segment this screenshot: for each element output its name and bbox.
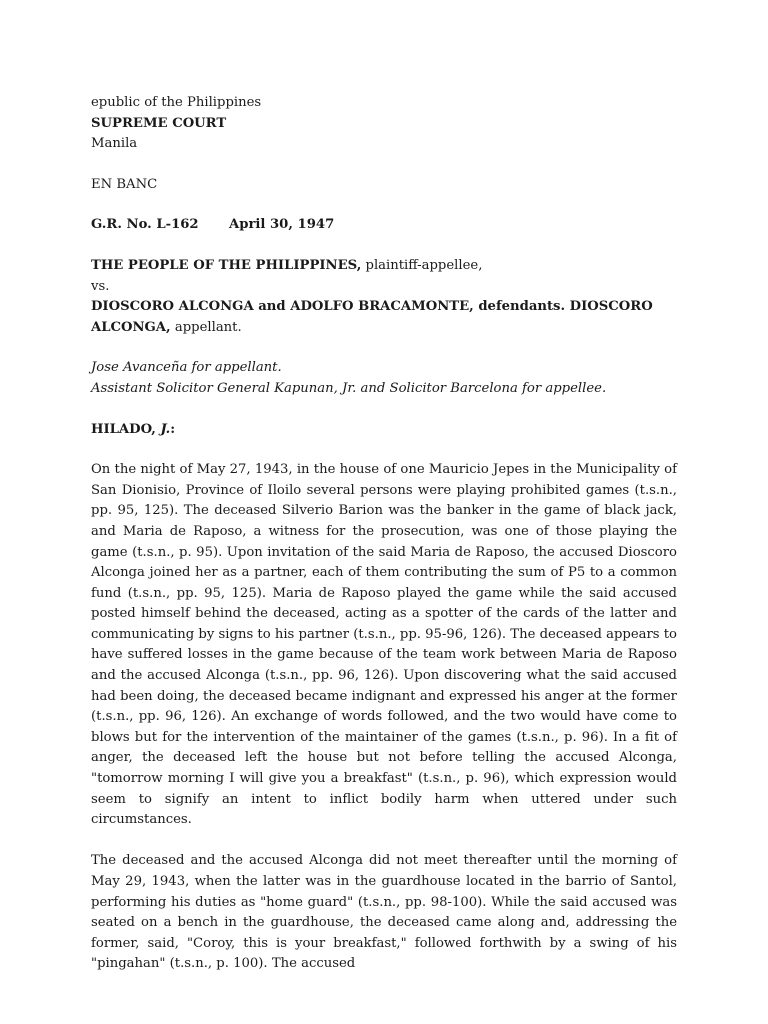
republic-heading: epublic of the Philippines bbox=[91, 95, 262, 110]
decision-document bbox=[91, 93, 677, 975]
spacer bbox=[91, 338, 677, 358]
plaintiff-role: plaintiff-appellee, bbox=[361, 257, 483, 273]
plaintiff-line bbox=[91, 256, 677, 277]
appellee-counsel: Assistant Solicitor General Kapunan, Jr. and Solicitor Barcelona for appellee. bbox=[91, 380, 607, 396]
defendants-name: DIOSCORO ALCONGA and ADOLFO BRACAMONTE, defendants. DIOSCORO ALCONGA, bbox=[91, 299, 653, 335]
decision-date: April 30, 1947 bbox=[229, 217, 335, 233]
appellant-counsel: Jose Avanceña for appellant. bbox=[91, 360, 282, 376]
spacer bbox=[91, 440, 677, 460]
ponente-name: HILADO, bbox=[91, 421, 161, 437]
defendants-role: appellant. bbox=[170, 319, 242, 335]
ponente-line bbox=[91, 420, 677, 441]
division-heading: EN BANC bbox=[91, 176, 158, 192]
body-paragraph: The deceased and the accused Alconga did not meet thereafter until the morning of May 29, 1943, when the latter was in the guardhouse located in the barrio of Santol, performing his duties as "home guard" (t.s.n., pp. 98-100). While the said accused was seated on a bench in the guardhouse, the deceased came along and, addressing the former, said, "Coroy, this is your breakfast," followed forthwith by a swing of his "pingahan" (t.s.n., p. 100). The accused bbox=[91, 853, 677, 972]
body-paragraph: On the night of May 27, 1943, in the house of one Mauricio Jepes in the Municipality of San Dionisio, Province of Iloilo several persons were playing prohibited games (t.s.n., pp. 95, 125). The deceased Silverio Barion was the banker in the game of black jack, and Maria de Raposo, a witness for the prosecution, was one of those playing the game (t.s.n., p. 95). Upon invitation of the said Maria de Raposo, the accused Dioscoro Alconga joined her as a partner, each of them contributing the sum of P5 to a common fund (t.s.n., pp. 95, 125). Maria de Raposo played the game while the said accused posted himself behind the deceased, acting as a spotter of the cards of the latter and communicating by signs to his partner (t.s.n., pp. 95-96, 126). The deceased appears to have suffered losses in the game because of the team work between Maria de Raposo and the accused Alconga (t.s.n., pp. 96, 126). Upon discovering what the said accused had been doing, the deceased became indignant and expressed his anger at the former (t.s.n., pp. 96, 126). An exchange of words followed, and the two would have come to blows but for the intervention of the maintainer of the games (t.s.n., p. 96). In a fit of anger, the deceased left the house but not before telling the accused Alconga, "tomorrow morning I will give you a breakfast" (t.s.n., p. 96), which expression would seem to signify an intent to inflict bodily harm when uttered under such circumstances. bbox=[91, 462, 677, 828]
versus-label: vs. bbox=[91, 278, 110, 294]
spacer bbox=[91, 195, 677, 215]
ponente-title: J. bbox=[160, 421, 171, 437]
city-heading: Manila bbox=[91, 136, 138, 152]
spacer bbox=[91, 831, 677, 852]
court-heading: SUPREME COURT bbox=[91, 115, 227, 131]
spacer bbox=[91, 400, 677, 420]
ponente-colon: : bbox=[170, 421, 176, 437]
plaintiff-name: THE PEOPLE OF THE PHILIPPINES, bbox=[91, 257, 362, 273]
defendants-line bbox=[91, 297, 677, 338]
gr-number: G.R. No. L-162 bbox=[91, 217, 199, 233]
spacer bbox=[91, 155, 677, 175]
case-number-row bbox=[91, 215, 677, 236]
spacer bbox=[91, 236, 677, 256]
